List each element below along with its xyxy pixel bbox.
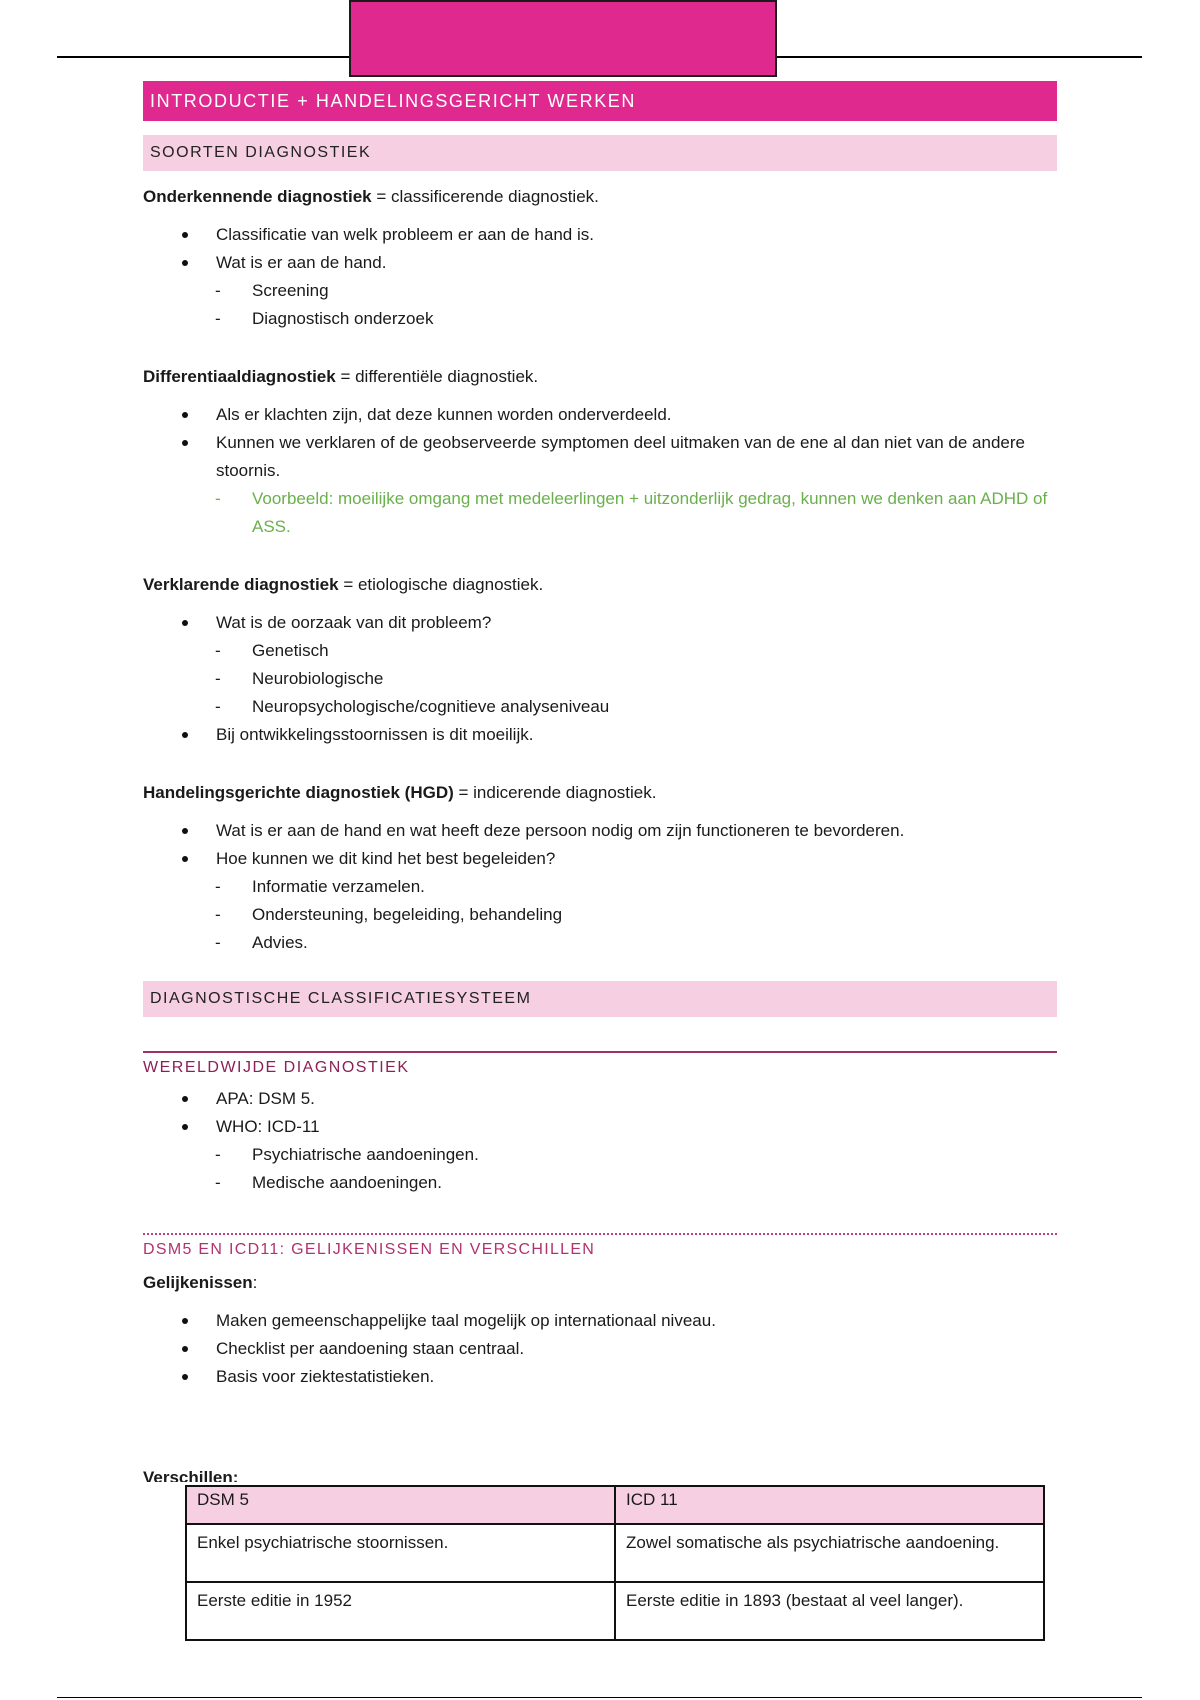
list-item: - Psychiatrische aandoeningen. bbox=[143, 1141, 1057, 1169]
bullet-list bbox=[143, 1307, 1057, 1391]
list-item: - Screening bbox=[143, 277, 1057, 305]
dash-list bbox=[143, 485, 1057, 541]
table-cell: Eerste editie in 1893 (bestaat al veel langer). bbox=[615, 1582, 1044, 1640]
subheading-wereldwijd: WERELDWIJDE DIAGNOSTIEK bbox=[143, 1051, 1057, 1077]
definition-verklarend: Verklarende diagnostiek = etiologische diagnostiek. bbox=[143, 575, 544, 594]
definition-onderkennend: Onderkennende diagnostiek = classificerende diagnostiek. bbox=[143, 187, 599, 206]
dash-list bbox=[143, 1141, 1057, 1197]
list-item: Classificatie van welk probleem er aan de hand is. bbox=[143, 221, 1057, 249]
table-header-row bbox=[186, 1486, 1044, 1524]
list-item: Als er klachten zijn, dat deze kunnen worden onderverdeeld. bbox=[143, 401, 1057, 429]
list-item: Basis voor ziektestatistieken. bbox=[143, 1363, 1057, 1391]
list-item: - Genetisch bbox=[143, 637, 1057, 665]
list-item: Wat is er aan de hand. bbox=[143, 249, 1057, 277]
table-row bbox=[186, 1582, 1044, 1640]
bullet-list bbox=[143, 1085, 1057, 1141]
bullet-list bbox=[143, 221, 1057, 277]
table-header-cell: DSM 5 bbox=[186, 1486, 615, 1524]
list-item: - Ondersteuning, begeleiding, behandeling bbox=[143, 901, 1057, 929]
list-item: - Advies. bbox=[143, 929, 1057, 957]
dash-list bbox=[143, 637, 1057, 721]
section-heading-soorten: SOORTEN DIAGNOSTIEK bbox=[143, 135, 1057, 171]
bullet-list bbox=[143, 401, 1057, 485]
header-color-block bbox=[349, 0, 777, 77]
list-item: Hoe kunnen we dit kind het best begeleiden? bbox=[143, 845, 1057, 873]
table-cell: Eerste editie in 1952 bbox=[186, 1582, 615, 1640]
dash-list bbox=[143, 873, 1057, 957]
list-item: - Medische aandoeningen. bbox=[143, 1169, 1057, 1197]
list-item: Wat is de oorzaak van dit probleem? bbox=[143, 609, 1057, 637]
list-item: - Informatie verzamelen. bbox=[143, 873, 1057, 901]
chapter-title: INTRODUCTIE + HANDELINGSGERICHT WERKEN bbox=[143, 81, 1057, 121]
gelijkenissen-label: Gelijkenissen: bbox=[143, 1273, 258, 1292]
verschillen-label: Verschillen: bbox=[143, 1468, 239, 1482]
list-item: APA: DSM 5. bbox=[143, 1085, 1057, 1113]
definition-handelingsgericht: Handelingsgerichte diagnostiek (HGD) = indicerende diagnostiek. bbox=[143, 783, 657, 802]
bottom-rule bbox=[57, 1697, 1142, 1698]
table-cell: Enkel psychiatrische stoornissen. bbox=[186, 1524, 615, 1582]
bullet-list bbox=[143, 721, 1057, 749]
list-item: Bij ontwikkelingsstoornissen is dit moeilijk. bbox=[143, 721, 1057, 749]
table-header-cell: ICD 11 bbox=[615, 1486, 1044, 1524]
table-row bbox=[186, 1524, 1044, 1582]
section-heading-classificatie: DIAGNOSTISCHE CLASSIFICATIESYSTEEM bbox=[143, 981, 1057, 1017]
bullet-list bbox=[143, 609, 1057, 637]
list-item: Maken gemeenschappelijke taal mogelijk op internationaal niveau. bbox=[143, 1307, 1057, 1335]
list-item: Kunnen we verklaren of de geobserveerde symptomen deel uitmaken van de ene al dan niet van de andere stoornis. bbox=[143, 429, 1057, 485]
table-cell: Zowel somatische als psychiatrische aandoening. bbox=[615, 1524, 1044, 1582]
list-item: - Neurobiologische bbox=[143, 665, 1057, 693]
document-body bbox=[143, 81, 1057, 1391]
list-item: Checklist per aandoening staan centraal. bbox=[143, 1335, 1057, 1363]
list-item: WHO: ICD-11 bbox=[143, 1113, 1057, 1141]
comparison-table bbox=[185, 1485, 1045, 1641]
dash-list bbox=[143, 277, 1057, 333]
example-note: - Voorbeeld: moeilijke omgang met medeleerlingen + uitzonderlijk gedrag, kunnen we denken aan ADHD of ASS. bbox=[143, 485, 1057, 541]
bullet-list bbox=[143, 817, 1057, 873]
list-item: Wat is er aan de hand en wat heeft deze persoon nodig om zijn functioneren te bevorderen. bbox=[143, 817, 1057, 845]
definition-differentiaal: Differentiaaldiagnostiek = differentiële diagnostiek. bbox=[143, 367, 539, 386]
subheading-dsm-icd: DSM5 EN ICD11: GELIJKENISSEN EN VERSCHILLEN bbox=[143, 1233, 1057, 1259]
list-item: - Neuropsychologische/cognitieve analyseniveau bbox=[143, 693, 1057, 721]
list-item: - Diagnostisch onderzoek bbox=[143, 305, 1057, 333]
